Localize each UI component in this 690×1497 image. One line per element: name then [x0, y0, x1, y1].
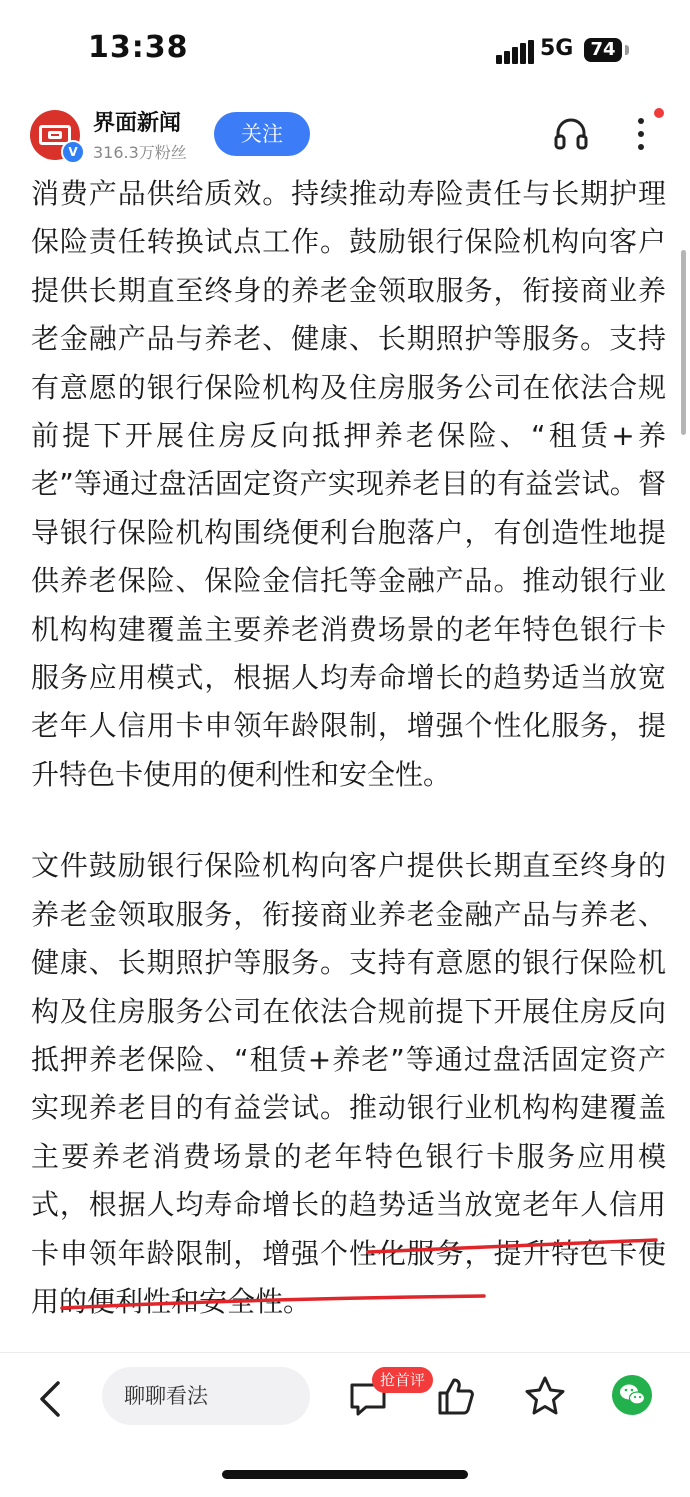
verified-icon: V	[61, 140, 85, 164]
star-icon[interactable]	[524, 1375, 566, 1417]
battery-tip	[625, 45, 629, 55]
home-indicator[interactable]	[222, 1470, 468, 1479]
follow-button[interactable]: 关注	[214, 112, 310, 156]
scrollbar[interactable]	[681, 250, 686, 435]
article-header	[0, 100, 690, 170]
like-icon[interactable]	[436, 1375, 476, 1417]
notification-dot	[654, 108, 664, 118]
article-paragraph: 消费产品供给质效。持续推动寿险责任与长期护理保险责任转换试点工作。鼓励银行保险机构向客户提供长期直至终身的养老金领取服务，衔接商业养老金融产品与养老、健康、长期照护等服务。支持有意愿的银行保险机构及住房服务公司在依法合规前提下开展住房反向抵押养老保险、“租赁+养老”等通过盘活固定资产实现养老目的有益尝试。督导银行保险机构围绕便利台胞落户，有创造性地提供养老保险、保险金信托等金融产品。推动银行业机构构建覆盖主要养老消费场景的老年特色银行卡服务应用模式，根据人均寿命增长的趋势适当放宽老年人信用卡申领年龄限制，增强个性化服务，提升特色卡使用的便利性和安全性。	[31, 177, 666, 791]
status-bar	[0, 0, 690, 100]
battery-icon: 74	[584, 38, 622, 62]
wechat-glyph	[612, 1375, 652, 1415]
network-label: 5G	[540, 36, 574, 61]
account-name[interactable]: 界面新闻	[93, 111, 182, 136]
status-time: 13:38	[88, 30, 189, 65]
first-comment-badge: 抢首评	[372, 1367, 433, 1393]
signal-icon	[496, 40, 534, 64]
article-paragraph: 文件鼓励银行保险机构向客户提供长期直至终身的养老金领取服务，衔接商业养老金融产品与养老、健康、长期照护等服务。支持有意愿的银行保险机构及住房服务公司在依法合规前提下开展住房反向抵押养老保险、“租赁+养老”等通过盘活固定资产实现养老目的有益尝试。推动银行业机构构建覆盖主要养老消费场景的老年特色银行卡服务应用模式，根据人均寿命增长的趋势适当放宽老年人信用卡申领年龄限制，增强个性化服务，提升特色卡使用的便利性和安全性。	[31, 849, 666, 1318]
comment-input[interactable]: 聊聊看法	[102, 1367, 310, 1425]
more-vertical-icon[interactable]	[636, 114, 646, 154]
wechat-icon[interactable]	[612, 1375, 652, 1415]
headphone-icon[interactable]	[553, 116, 589, 152]
article-body	[31, 170, 666, 1326]
fans-count: 316.3万粉丝	[93, 143, 187, 162]
back-icon[interactable]	[30, 1377, 70, 1421]
